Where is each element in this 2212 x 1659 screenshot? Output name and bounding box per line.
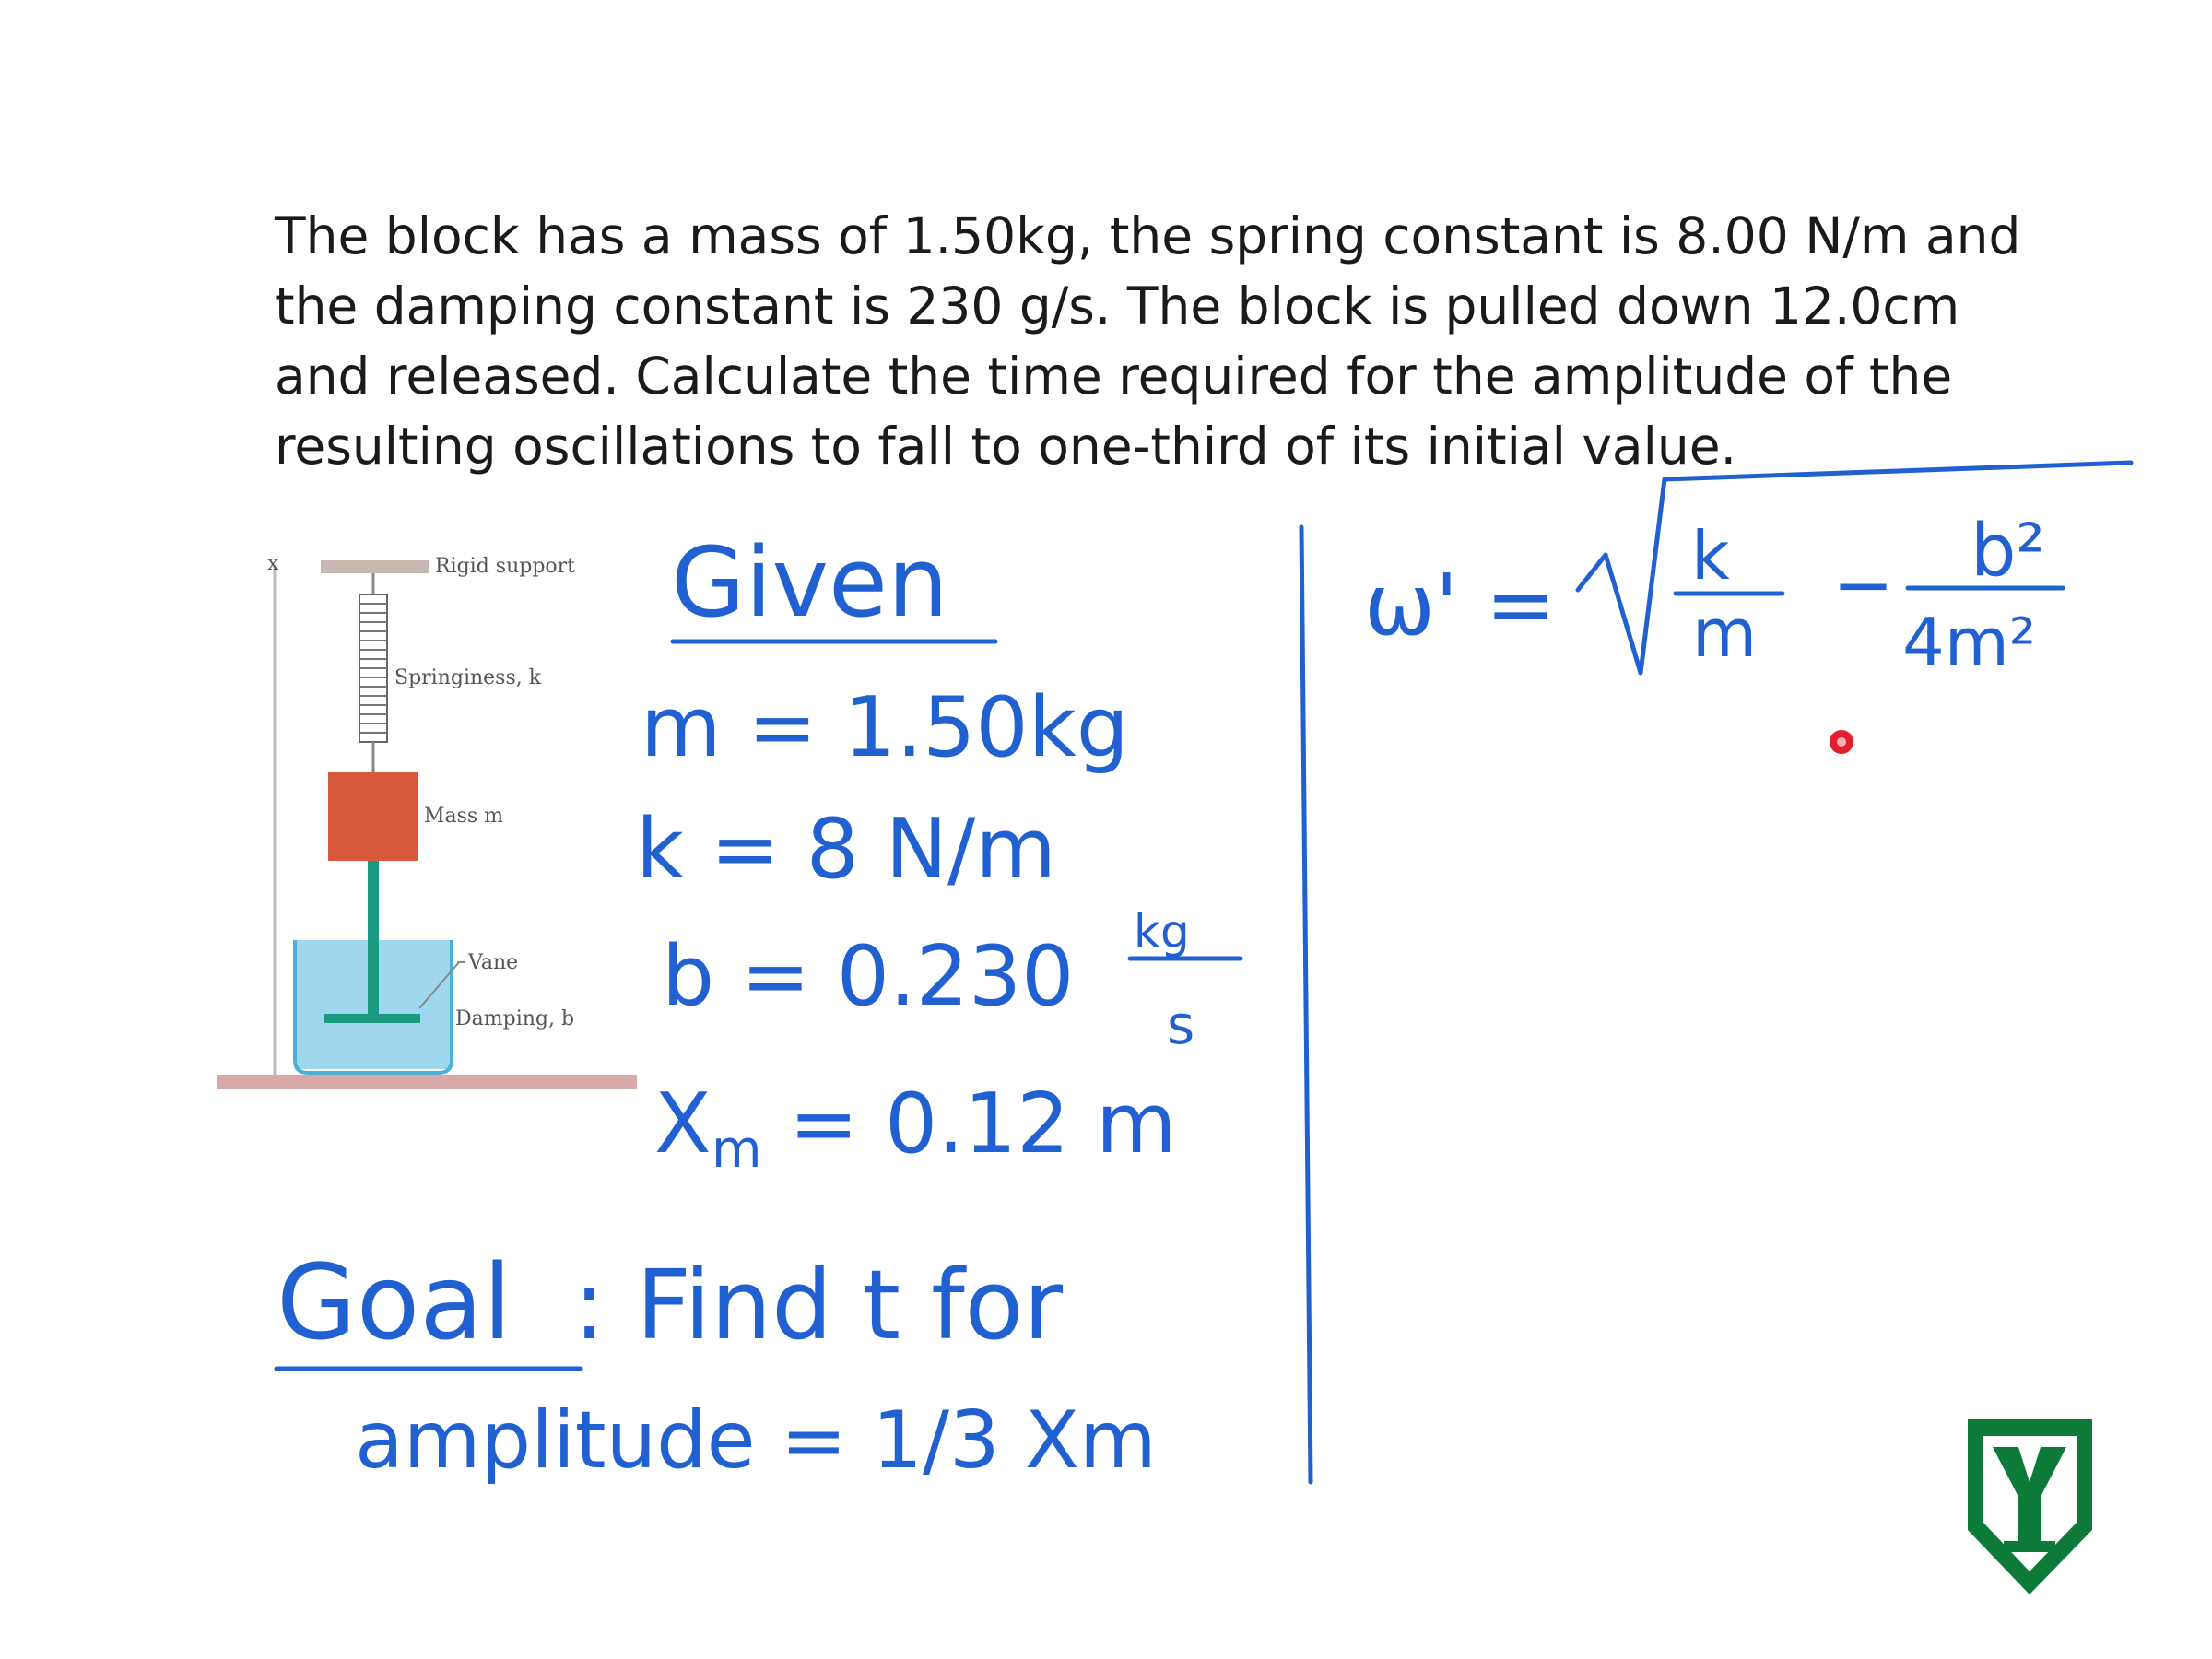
formula-4m-squared: 4m² <box>1902 604 2036 681</box>
floor <box>217 1075 637 1089</box>
rigid-support-label: Rigid support <box>435 555 576 578</box>
x-axis-label: x <box>267 552 279 575</box>
springiness-label: Springiness, k <box>394 666 542 689</box>
spring-coils <box>359 604 387 733</box>
mass-value: m = 1.50kg <box>641 679 1129 776</box>
goal-label: Goal <box>276 1243 512 1363</box>
damping-label: Damping, b <box>455 1007 575 1030</box>
oscillator-diagram <box>217 552 637 1089</box>
formula-lhs: ω' = <box>1364 556 1557 654</box>
mass-label: Mass m <box>424 805 504 828</box>
rigid-support <box>321 560 429 573</box>
formula-minus: − <box>1832 542 1895 628</box>
amplitude-symbol: X <box>654 1076 712 1172</box>
given-title: Given <box>671 526 948 639</box>
formula-m: m <box>1692 594 1758 672</box>
formula-b-squared: b² <box>1971 510 2045 593</box>
mass-block <box>328 772 418 861</box>
goal-text: : Find t for <box>573 1249 1064 1361</box>
amplitude-subscript: m <box>712 1120 762 1180</box>
amplitude-value: = 0.12 m <box>789 1076 1177 1172</box>
rod <box>368 861 379 1019</box>
shield-y-logo-icon <box>1968 1419 2092 1594</box>
problem-line-3: and released. Calculate the time required for the amplitude of the <box>275 347 1953 406</box>
given-section <box>636 526 1241 1180</box>
formula-omega-prime <box>1364 463 2131 681</box>
divider-line <box>1301 527 1311 1482</box>
formula-k: k <box>1691 517 1730 594</box>
vane <box>324 1014 420 1023</box>
problem-line-2: the damping constant is 230 g/s. The block is pulled down 12.0cm <box>275 276 1960 335</box>
damping-unit-denominator: s <box>1167 994 1195 1056</box>
damping-unit-numerator: kg <box>1134 905 1190 959</box>
vane-label: Vane <box>468 951 519 974</box>
spring-constant-value: k = 8 N/m <box>636 801 1056 898</box>
goal-section <box>276 1243 1157 1487</box>
damping-constant-value: b = 0.230 <box>662 928 1075 1025</box>
problem-line-1: The block has a mass of 1.50kg, the spring constant is 8.00 N/m and <box>275 206 2021 265</box>
problem-line-4: resulting oscillations to fall to one-third of its initial value. <box>275 417 1737 476</box>
goal-line-2: amplitude = 1/3 Xm <box>355 1394 1157 1487</box>
